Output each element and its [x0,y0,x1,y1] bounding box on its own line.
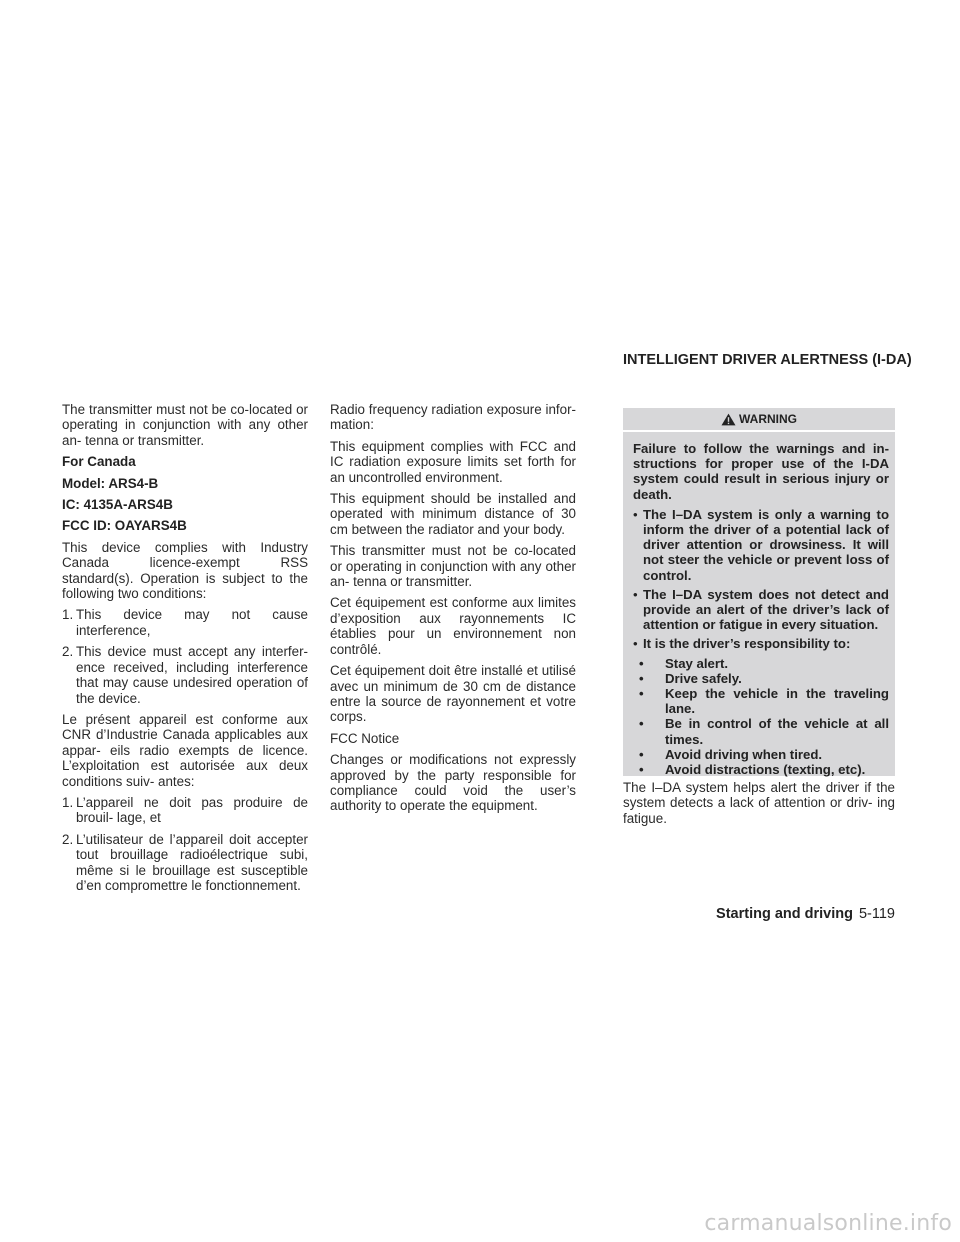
fcc-id-label: FCC ID: OAYARS4B [62,518,187,534]
page-number: 5-119 [858,906,895,922]
section-title: INTELLIGENT DRIVER ALERTNESS (I-DA) [623,352,912,368]
heading-for-canada: For Canada [62,454,136,470]
list-item: 1. This device may not cause interference, [62,607,308,638]
paragraph: This device complies with Industry Canada licence-exempt RSS standard(s). Operation is subject to the following two conditions: [62,539,308,602]
warning-sub-item: • Stay alert. [639,655,729,671]
watermark: carmanualsonline.info [704,1211,952,1236]
warning-bullet: • The I–DA system is only a warning to inform the driver of a potential lack of driver attention or drowsiness. It will not steer the vehicle or prevent loss of control. [633,506,889,583]
paragraph: Cet équipement est conforme aux limites d’exposition aux rayonnements IC établies pour un environnement non contrôlé. [330,595,576,657]
paragraph: This equipment should be installed and operated with minimum distance of 30 cm between the radiator and your body. [330,491,576,537]
list-item: 2. This device must accept any interfer- ence received, including interference that may cause undesired operation of the device. [62,644,308,706]
column-left [62,402,308,899]
model-label: Model: ARS4-B [62,475,159,491]
warning-sub-item: • Avoid distractions (texting, etc). [639,762,866,778]
page-footer [700,906,895,922]
warning-box [623,432,895,776]
list-item: 2. L’utilisateur de l’appareil doit accepter tout brouillage radioélectrique subi, même si le brouillage est susceptible d’en compromettre le fonctionnement. [62,831,308,893]
warning-intro: Failure to follow the warnings and in- structions for proper use of the I-DA system could result in serious injury or death. [633,441,889,502]
warning-sub-item: • Drive safely. [639,670,742,686]
paragraph: The transmitter must not be co-located or operating in conjunction with any other an- tenna or transmitter. [62,402,308,448]
warning-label: WARNING [739,412,797,426]
paragraph: Radio frequency radiation exposure infor- mation: [330,402,576,433]
paragraph: This transmitter must not be co-located or operating in conjunction with any other an- tenna or transmitter. [330,543,576,590]
warning-sub-item: • Keep the vehicle in the traveling lane. [639,686,889,717]
warning-icon [721,413,736,426]
footer-section: Starting and driving [716,906,853,922]
paragraph: Le présent appareil est conforme aux CNR d’Industrie Canada applicables aux appar- eils radio exempts de licence. L’exploitation est autorisée aux deux conditions suiv- antes: [62,711,308,789]
warning-header [623,408,895,430]
paragraph: This equipment complies with FCC and IC radiation exposure limits set forth for an uncontrolled environment. [330,438,576,485]
warning-bullet: • It is the driver’s responsibility to: [633,636,851,652]
column-middle [330,402,576,820]
warning-bullet: • The I–DA system does not detect and provide an alert of the driver’s lack of attention or fatigue in every situation. [633,586,889,633]
ida-description [623,780,895,832]
paragraph: The I–DA system helps alert the driver if the system detects a lack of attention or driv- ing fatigue. [623,780,895,826]
warning-sub-item: • Avoid driving when tired. [639,746,823,762]
paragraph: FCC Notice [330,730,400,746]
paragraph: Changes or modifications not expressly approved by the party responsible for compliance could void the user’s authority to operate the equipment. [330,752,576,814]
ic-label: IC: 4135A-ARS4B [62,497,173,513]
list-item: 1. L’appareil ne doit pas produire de brouil- lage, et [62,794,308,826]
paragraph: Cet équipement doit être installé et utilisé avec un minimum de 30 cm de distance entre la source de rayonnement et votre corps. [330,663,576,725]
warning-sub-item: • Be in control of the vehicle at all times. [639,716,889,747]
